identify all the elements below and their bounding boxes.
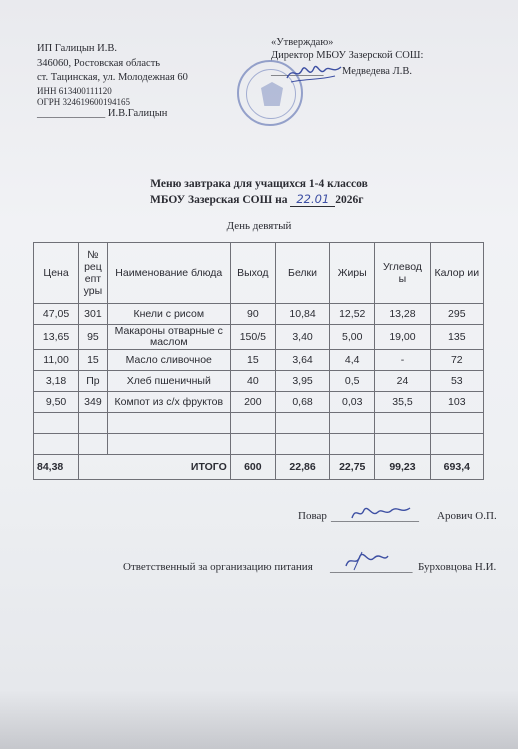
table-header-row [34, 243, 484, 304]
cell-fats: 0,5 [330, 371, 375, 392]
cell-proteins: 3,95 [275, 371, 329, 392]
total-fats: 22,75 [330, 455, 375, 480]
table-row [34, 350, 484, 371]
cell-empty [375, 413, 430, 434]
cell-dish: Макароны отварные с маслом [107, 325, 230, 350]
cell-empty [230, 434, 275, 455]
cell-output: 200 [230, 392, 275, 413]
cell-dish: Хлеб пшеничный [107, 371, 230, 392]
cell-price: 47,05 [34, 304, 79, 325]
cell-recipe: Пр [79, 371, 108, 392]
cell-proteins: 3,40 [275, 325, 329, 350]
cell-empty [34, 413, 79, 434]
cell-recipe: 15 [79, 350, 108, 371]
director-name: Медведева Л.В. [342, 66, 412, 77]
cell-price: 9,50 [34, 392, 79, 413]
responsible-signature [340, 548, 390, 574]
total-proteins: 22,86 [275, 455, 329, 480]
cell-empty [34, 434, 79, 455]
director-underline: __________ [271, 66, 324, 77]
cell-empty [330, 434, 375, 455]
cell-carbs: 24 [375, 371, 430, 392]
cell-empty [375, 434, 430, 455]
cook-label: Повар [298, 510, 327, 522]
cell-fats: 5,00 [330, 325, 375, 350]
table-total-row [34, 455, 484, 480]
cell-empty [79, 413, 108, 434]
cell-dish: Компот из с/х фруктов [107, 392, 230, 413]
cell-empty [79, 434, 108, 455]
org-address-region: 346060, Ростовская область [37, 58, 161, 69]
header-calories: Калор ии [430, 243, 483, 304]
page-shadow [0, 690, 518, 749]
cell-empty [275, 413, 329, 434]
header-proteins: Белки [275, 243, 329, 304]
cell-empty [230, 413, 275, 434]
total-carbs: 99,23 [375, 455, 430, 480]
total-label: ИТОГО [79, 455, 231, 480]
responsible-underline: _______________ [330, 562, 413, 574]
menu-day: День девятый [226, 220, 292, 232]
cook-signature [348, 500, 414, 524]
cook-underline: ________________ [331, 511, 419, 523]
cell-fats: 4,4 [330, 350, 375, 371]
cell-calories: 135 [430, 325, 483, 350]
total-calories: 693,4 [430, 455, 483, 480]
cell-calories: 53 [430, 371, 483, 392]
cell-recipe: 95 [79, 325, 108, 350]
table-row-empty [34, 434, 484, 455]
org-name: ИП Галицын И.В. [37, 43, 117, 54]
cell-proteins: 3,64 [275, 350, 329, 371]
cell-fats: 0,03 [330, 392, 375, 413]
table-row [34, 392, 484, 413]
year-suffix: 2026г [335, 194, 364, 206]
cell-output: 40 [230, 371, 275, 392]
cell-proteins: 0,68 [275, 392, 329, 413]
total-price: 84,38 [34, 455, 79, 480]
table-row [34, 304, 484, 325]
header-price: Цена [34, 243, 79, 304]
cell-price: 3,18 [34, 371, 79, 392]
cell-price: 11,00 [34, 350, 79, 371]
menu-table [33, 242, 484, 480]
header-dish: Наименование блюда [107, 243, 230, 304]
cell-empty [430, 434, 483, 455]
cell-output: 150/5 [230, 325, 275, 350]
cell-output: 90 [230, 304, 275, 325]
cell-empty [430, 413, 483, 434]
header-carbs: Углевод ы [375, 243, 430, 304]
cell-calories: 103 [430, 392, 483, 413]
table-row [34, 371, 484, 392]
cell-proteins: 10,84 [275, 304, 329, 325]
cell-empty [107, 413, 230, 434]
cell-carbs: 13,28 [375, 304, 430, 325]
director-signature [283, 58, 345, 86]
cell-calories: 295 [430, 304, 483, 325]
table-row-empty [34, 413, 484, 434]
cell-calories: 72 [430, 350, 483, 371]
header-recipe: № рец епт уры [79, 243, 108, 304]
cell-recipe: 301 [79, 304, 108, 325]
cell-dish: Масло сливочное [107, 350, 230, 371]
header-fats: Жиры [330, 243, 375, 304]
cell-carbs: - [375, 350, 430, 371]
director-title: Директор МБОУ Зазерской СОШ: [271, 50, 424, 61]
total-output: 600 [230, 455, 275, 480]
org-inn: ИНН 613400111120 [37, 86, 112, 96]
cell-recipe: 349 [79, 392, 108, 413]
approve-label: «Утверждаю» [271, 37, 334, 48]
menu-school-line [150, 192, 364, 206]
cell-dish: Кнели с рисом [107, 304, 230, 325]
cell-empty [275, 434, 329, 455]
org-ogrn: ОГРН 324619600194165 [37, 97, 130, 107]
cell-output: 15 [230, 350, 275, 371]
cell-empty [107, 434, 230, 455]
responsible-name: Бурховцова Н.И. [418, 561, 497, 573]
menu-date: 22.01 [290, 192, 335, 207]
menu-title: Меню завтрака для учащихся 1-4 классов [150, 178, 368, 190]
cell-fats: 12,52 [330, 304, 375, 325]
table-row [34, 325, 484, 350]
school-prefix: МБОУ Зазерская СОШ на [150, 194, 288, 206]
cook-name: Арович О.П. [437, 510, 497, 522]
cell-price: 13,65 [34, 325, 79, 350]
responsible-label: Ответственный за организацию питания [123, 561, 313, 573]
org-signature-line: _____________ И.В.Галицын [37, 108, 168, 119]
cell-empty [330, 413, 375, 434]
cell-carbs: 35,5 [375, 392, 430, 413]
cell-carbs: 19,00 [375, 325, 430, 350]
header-output: Выход [230, 243, 275, 304]
org-address-street: ст. Тацинская, ул. Молодежная 60 [37, 72, 188, 83]
